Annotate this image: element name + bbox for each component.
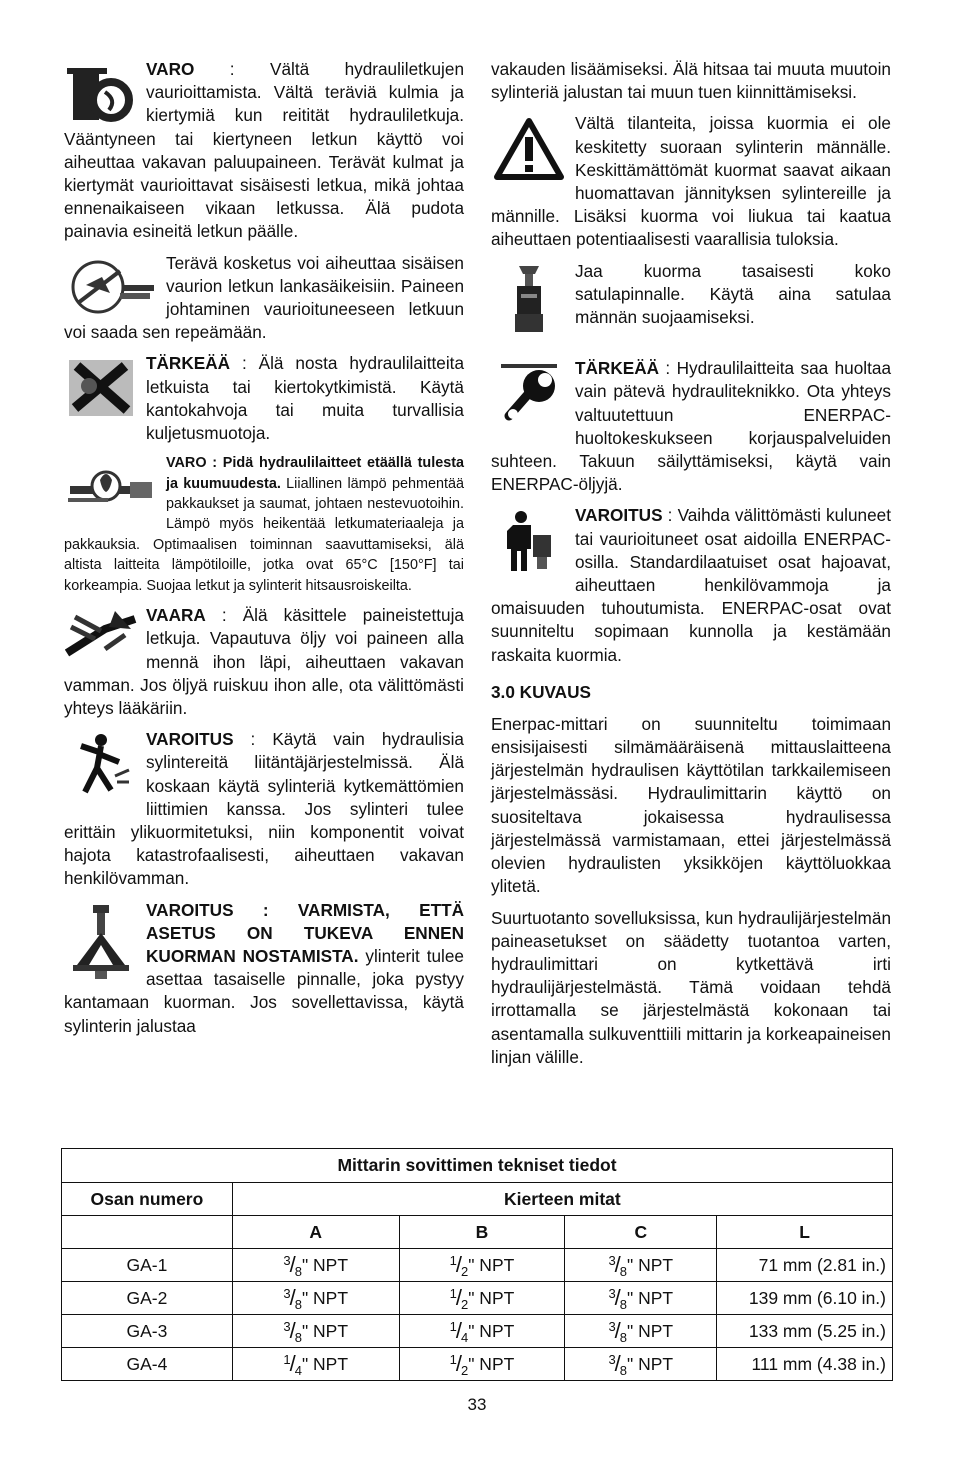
thread-unit: " NPT — [468, 1287, 515, 1308]
danger-vaara-pressurized: VAARA : Älä käsittele paineistettuja letkuja. Vapautuva öljy voi paineen alla mennä ihon läpi, aiheuttaen vakavan vamman. Jos öljyä ruiskuu ihon alle, ota välittömästi yhteys lääkäriin. — [64, 605, 464, 718]
part-number-cell: GA-4 — [62, 1348, 233, 1381]
thread-c-cell — [565, 1348, 717, 1381]
fraction-denominator: 4 — [461, 1329, 469, 1345]
thread-unit: " NPT — [627, 1320, 674, 1341]
right-column — [491, 58, 891, 1069]
length-cell: 111 mm (4.38 in.) — [717, 1348, 893, 1381]
section-paragraph-1: Enerpac-mittari on suunniteltu toimimaan ensisijaisesti silmämääräisenä mittauslaitteena järjestelmän hydraulisen käyttötilan tarkkailemiseen järjestelmässäsi. Hydraulimittarin käyttö on suositeltava jokaisessa hydraulisessa järjestelmässä varmistamaan, ettei järjestelmässä olevien hydraulisten yksikköjen käyttöluokkaa ylitetä. — [491, 713, 891, 897]
fraction-denominator: 2 — [461, 1296, 469, 1312]
part-number-cell: GA-3 — [62, 1315, 233, 1348]
warning-varoitus-parts: VAROITUS : Vaihda välittömästi kuluneet tai vaurioituneet osat aidoilla ENERPAC-osilla. Standardilaatuiset osat hajoavat, aiheuttaen henkilövammoja ja omaisuuden tuhoutumista. ENERPAC-osat ovat suunniteltu sopimaan kunnolla ja kestämään raskaita kuormia. — [491, 505, 891, 665]
thread-unit: " NPT — [301, 1254, 349, 1275]
thread-unit: " NPT — [627, 1353, 674, 1374]
fraction-slash: / — [614, 1317, 621, 1343]
fraction-numerator: 3 — [608, 1252, 616, 1268]
fraction-numerator: 3 — [608, 1285, 616, 1301]
thread-b-cell — [399, 1249, 565, 1282]
notice-saddle: Jaa kuorma tasaisesti koko satulapinnalle. Käytä aina satulaa männän suojaamiseksi. — [491, 260, 891, 330]
section-heading: 3.0 KUVAUS — [491, 681, 591, 702]
thread-unit: " NPT — [301, 1353, 349, 1374]
thread-fraction — [283, 1251, 302, 1279]
fraction-denominator: 2 — [461, 1263, 469, 1279]
pressurized-hose-icon — [64, 608, 138, 660]
right-intro-text: vakauden lisäämiseksi. Älä hitsaa tai muuta muutoin sylinteriä jalustan tai muun tuen kiinnittämiseksi. — [491, 59, 891, 103]
fraction-denominator: 8 — [619, 1263, 628, 1279]
fraction-denominator: 8 — [619, 1362, 628, 1378]
thread-fraction — [449, 1284, 469, 1312]
thread-a-cell — [232, 1282, 399, 1315]
thread-fraction — [283, 1284, 302, 1312]
saddle-icon — [491, 264, 567, 334]
thread-unit: " NPT — [468, 1254, 515, 1275]
stable-setup-icon — [64, 903, 138, 981]
fraction-denominator: 2 — [461, 1362, 469, 1378]
notice-sharp-contact: Terävä kosketus voi aiheuttaa sisäisen vaurion letkun lankasäikeisiin. Paineen johtaminen vaurioituneeseen letkuun voi saada sen repeämään. — [64, 252, 464, 343]
warning-varoitus-cylinder: VAROITUS : Käytä vain hydraulisia sylintereitä liitäntäjärjestelmissä. Älä koskaan käytä sylinteriä kytkemättömien liittimien kanssa. Jos sylinteri tulee erittäin ylikuormitetuksi, niin komponentit voivat hajota katastrofaalisesti, aiheuttaen vakavan henkilövamman. — [64, 729, 464, 889]
table-title-row — [62, 1149, 893, 1183]
thread-unit: " NPT — [468, 1353, 515, 1374]
replace-parts-icon — [491, 508, 567, 574]
column-header-a: A — [232, 1216, 399, 1249]
fraction-slash: / — [614, 1251, 621, 1277]
fraction-slash: / — [289, 1284, 296, 1310]
fraction-slash: / — [614, 1284, 621, 1310]
column-header-l: L — [717, 1216, 893, 1249]
thread-b-cell — [399, 1348, 565, 1381]
part-number-cell: GA-1 — [62, 1249, 233, 1282]
fraction-slash: / — [455, 1251, 462, 1277]
thread-fraction — [449, 1350, 469, 1378]
fraction-slash: / — [289, 1317, 296, 1343]
table-title: Mittarin sovittimen tekniset tiedot — [62, 1149, 893, 1183]
thread-b-cell — [399, 1315, 565, 1348]
sharp-contact-icon — [64, 256, 158, 318]
fraction-slash: / — [455, 1317, 462, 1343]
thread-unit: " NPT — [301, 1287, 349, 1308]
thread-c-cell — [565, 1315, 717, 1348]
thread-a-cell — [232, 1315, 399, 1348]
thread-a-cell — [232, 1249, 399, 1282]
heat-warning-icon — [64, 457, 158, 515]
thread-fraction — [283, 1350, 302, 1378]
important-no-lift-hose: TÄRKEÄÄ : Älä nosta hydraulilaitteita letkuista tai kiertokytkimistä. Käytä kantokahvoja tai muita turvallisia kuljetusmuotoja. — [64, 352, 464, 445]
fraction-denominator: 8 — [619, 1296, 628, 1312]
table-column-header-row — [62, 1216, 893, 1249]
fraction-slash: / — [289, 1251, 296, 1277]
thread-fraction — [608, 1284, 628, 1312]
thread-fraction — [608, 1317, 628, 1345]
thread-fraction — [608, 1350, 628, 1378]
part-number-header: Osan numero — [62, 1183, 233, 1216]
thread-a-cell — [232, 1348, 399, 1381]
thread-fraction — [608, 1251, 628, 1279]
person-hazard-icon — [64, 732, 138, 796]
fraction-numerator: 3 — [283, 1318, 291, 1334]
table-body — [62, 1249, 893, 1381]
thread-c-cell — [565, 1282, 717, 1315]
column-header-b: B — [399, 1216, 565, 1249]
empty-header-cell — [62, 1216, 233, 1249]
thread-unit: " NPT — [301, 1320, 349, 1341]
part-number-cell: GA-2 — [62, 1282, 233, 1315]
table-group-header-row — [62, 1183, 893, 1216]
warning-triangle-icon — [491, 116, 567, 182]
notice-off-center-load: Vältä tilanteita, joissa kuormia ei ole keskitetty suoraan sylinterin männälle. Keskittämättömät kuormat saavat aikaan huomattavan jännityksen sylintereille ja männille. Lisäksi kuorma voi liukua tai kaatua aiheuttaen potentiaalisesti vaarallisia tuloksia. — [491, 113, 891, 250]
fraction-slash: / — [455, 1350, 462, 1376]
thread-fraction — [283, 1317, 302, 1345]
thread-unit: " NPT — [468, 1320, 515, 1341]
thread-b-cell — [399, 1282, 565, 1315]
length-cell: 71 mm (2.81 in.) — [717, 1249, 893, 1282]
fraction-denominator: 4 — [294, 1362, 302, 1378]
column-header-c: C — [565, 1216, 717, 1249]
fraction-numerator: 1 — [283, 1351, 291, 1367]
fraction-numerator: 1 — [449, 1252, 457, 1268]
length-cell: 139 mm (6.10 in.) — [717, 1282, 893, 1315]
important-service: TÄRKEÄÄ : Hydraulilaitteita saa huoltaa vain pätevä hydrauliteknikko. Ota yhteys valtuutettuun ENERPAC-huoltokeskukseen korjauspalveluiden suhteen. Takuun säilyttämiseksi, käytä vain ENERPAC-öljyjä. — [491, 358, 892, 495]
table-row — [62, 1315, 893, 1348]
fraction-slash: / — [614, 1350, 621, 1376]
fraction-numerator: 3 — [283, 1285, 291, 1301]
fraction-slash: / — [455, 1284, 462, 1310]
thread-fraction — [449, 1317, 469, 1345]
thread-dimensions-header: Kierteen mitat — [232, 1183, 892, 1216]
fraction-numerator: 1 — [449, 1318, 457, 1334]
fraction-denominator: 8 — [294, 1263, 302, 1279]
fraction-numerator: 3 — [608, 1318, 616, 1334]
warning-varo-heat: VARO : Pidä hydraulilaitteet etäällä tulesta ja kuumuudesta. Liiallinen lämpö pehmentää pakkaukset ja saumat, johtaen nestevuotoihin. Lämpö myös heikentää letkumateriaaleja ja pakkauksia. Optimaalisen toiminnan saavuttamiseksi, älä altista laitteita lämpötiloille, jotka ovat 65°C [150°F] tai korkeampia. Suojaa letkut ja sylinterit hitsausroiskeilta. — [64, 455, 464, 594]
thread-c-cell — [565, 1249, 717, 1282]
fraction-slash: / — [289, 1350, 296, 1376]
no-lift-by-hose-icon — [64, 356, 138, 420]
hose-damage-warning-icon — [64, 62, 138, 124]
page-number: 33 — [467, 1395, 487, 1414]
table-row — [62, 1249, 893, 1282]
left-column — [64, 58, 464, 1038]
fraction-denominator: 8 — [619, 1329, 628, 1345]
length-cell: 133 mm (5.25 in.) — [717, 1315, 893, 1348]
fraction-denominator: 8 — [294, 1296, 302, 1312]
thread-unit: " NPT — [627, 1254, 674, 1275]
warning-varoitus-stable-setup: VAROITUS : VARMISTA, ETTÄ ASETUS ON TUKEVA ENNEN KUORMAN NOSTAMISTA. ylinterit tulee asettaa tasaiselle pinnalle, joka pystyy kantamaan kuorman. Jos sovellettavissa, käytä sylinterin jalustaa — [64, 899, 464, 1036]
gauge-adapter-spec-table — [61, 1148, 893, 1381]
thread-unit: " NPT — [627, 1287, 674, 1308]
section-paragraph-2: Suurtuotanto sovelluksissa, kun hydraulijärjestelmän paineasetukset on säädetty tuotantoa varten, hydraulimittari on kytkettävä irti hydraulijärjestelmästä. Tämä voidaan tehdä irrottamalla se järjestelmästä kokonaan tai asentamalla sulkuventtiili mittarin ja korkeapaineisen linjan välille. — [491, 907, 891, 1067]
fraction-denominator: 8 — [294, 1329, 302, 1345]
fraction-numerator: 1 — [449, 1285, 457, 1301]
thread-fraction — [449, 1251, 469, 1279]
fraction-numerator: 3 — [283, 1252, 291, 1268]
table-row — [62, 1348, 893, 1381]
fraction-numerator: 1 — [449, 1351, 457, 1367]
table-row — [62, 1282, 893, 1315]
fraction-numerator: 3 — [608, 1351, 616, 1367]
service-wrench-icon — [491, 361, 567, 425]
warning-varo-hose: VARO : Vältä hydrauliletkujen vaurioittamista. Vältä teräviä kulmia ja kiertymiä kun reitität hydrauliletkuja. Vääntyneen tai kiertyneen letkun käyttö voi aiheuttaa vakavan paluupaineen. Terävät kulmat ja kiertymät vaurioittavat sisäisesti letkua, mikä johtaa ennenaikaiseen vikaan letkussa. Älä pudota painavia esineitä letkun päälle. — [64, 59, 464, 242]
